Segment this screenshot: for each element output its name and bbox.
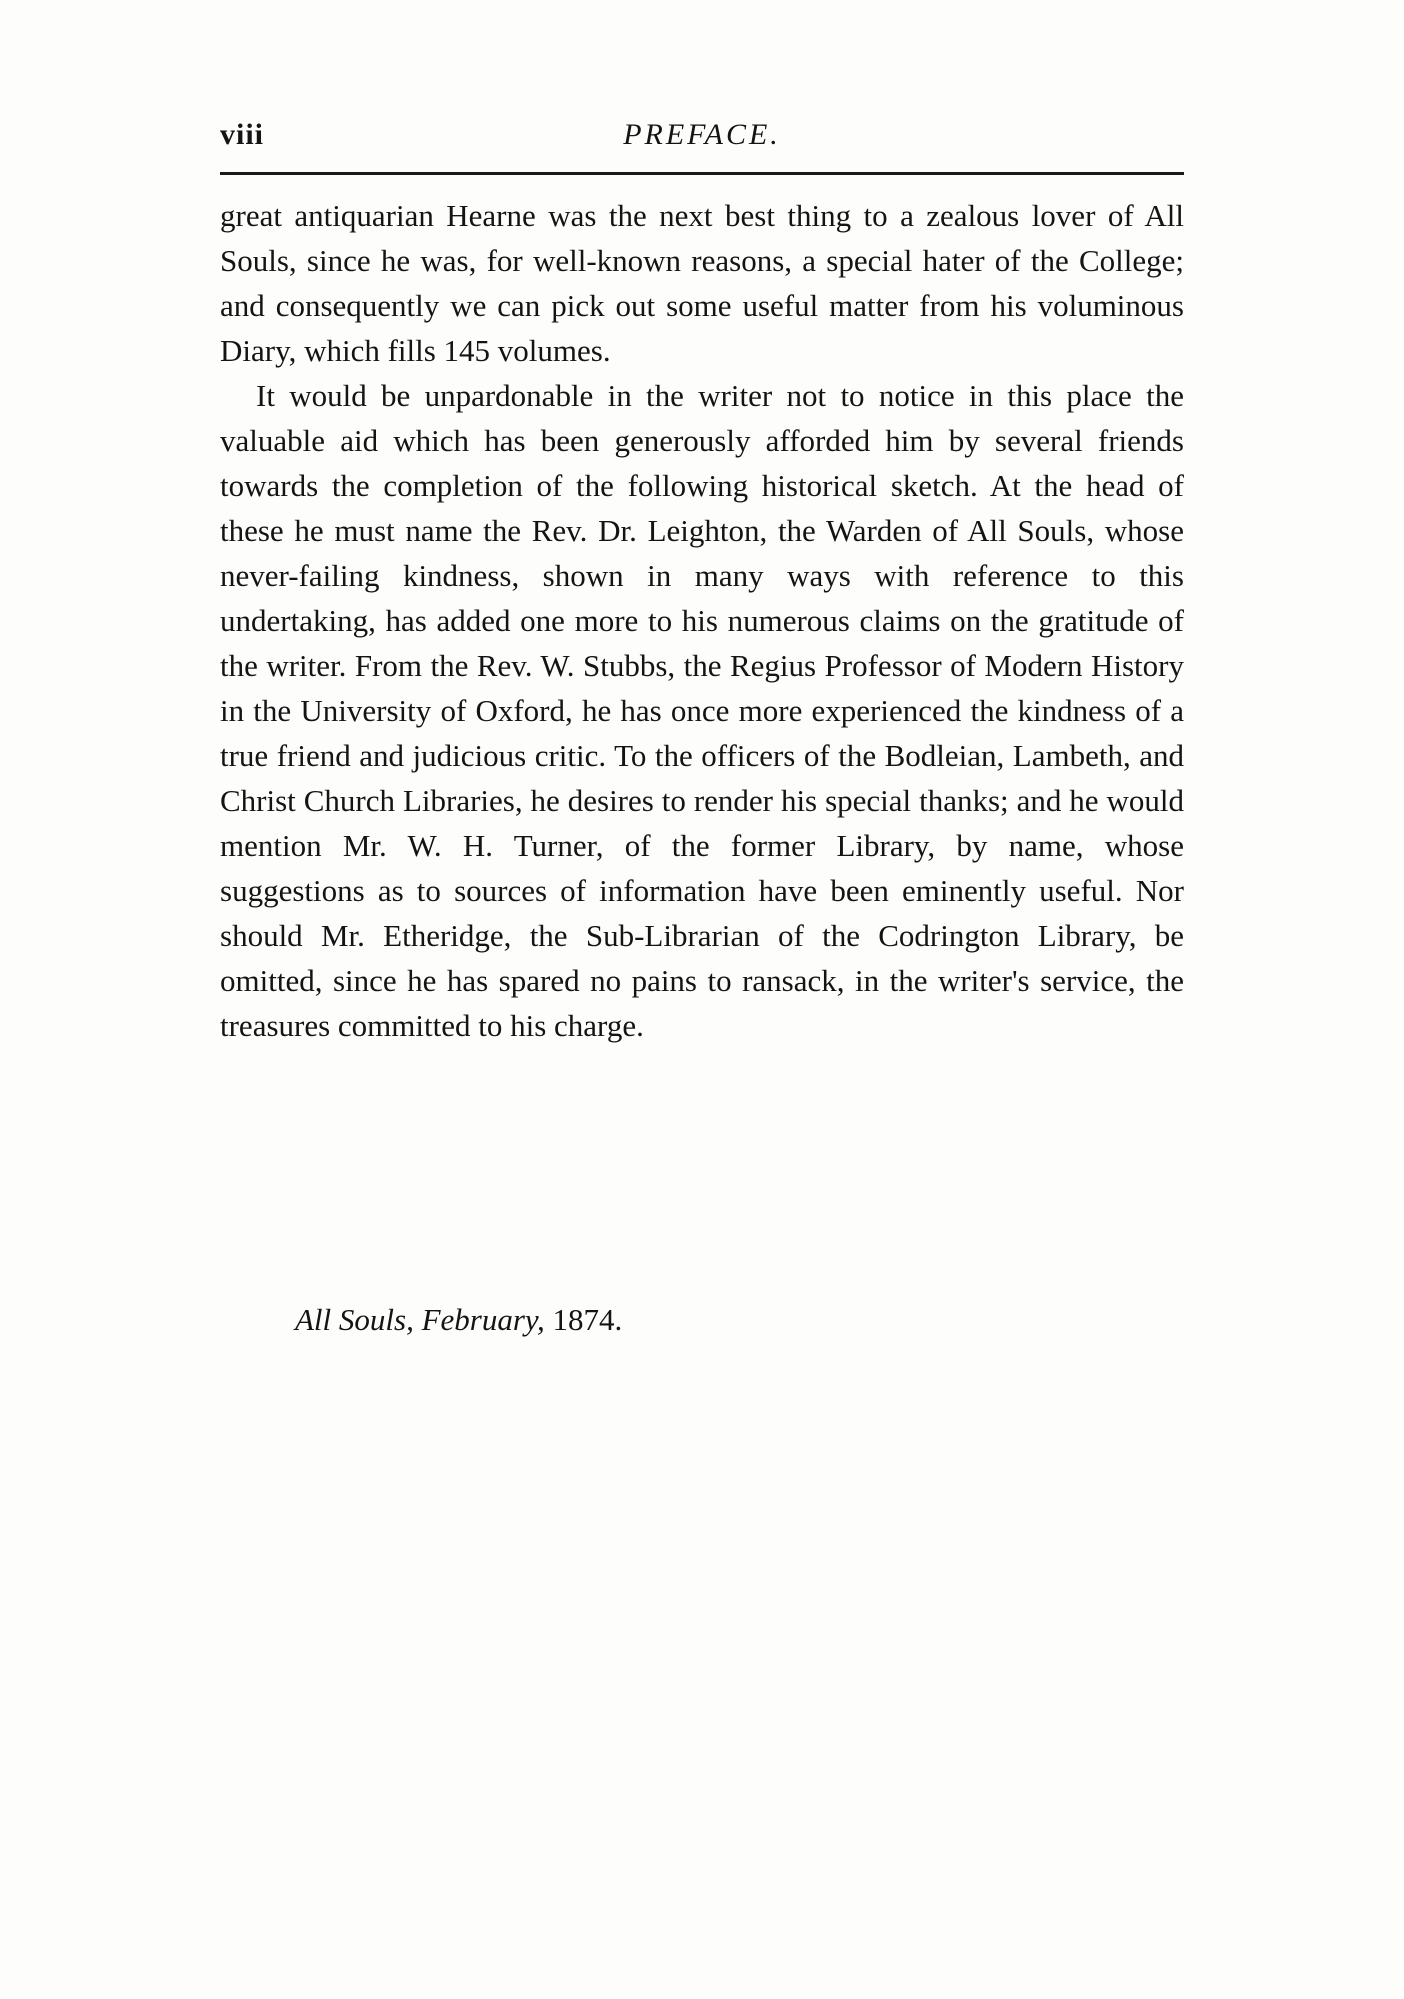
running-title: PREFACE. [623,118,781,151]
preface-body [220,193,1184,1048]
running-head [220,118,1184,162]
signature-place-date: All Souls, February, [295,1302,545,1337]
header-rule [220,172,1184,175]
paragraph-acknowledgements: It would be unpardonable in the writer not to notice in this place the valuable aid which has been generously afforded him by several friends towards the completion of the following historical sketch. At the head of these he must name the Rev. Dr. Leighton, the Warden of All Souls, whose never-failing kindness, shown in many ways with reference to this undertaking, has added one more to his numerous claims on the gratitude of the writer. From the Rev. W. Stubbs, the Regius Professor of Modern History in the University of Oxford, he has once more experienced the kindness of a true friend and judicious critic. To the officers of the Bodleian, Lambeth, and Christ Church Libraries, he desires to render his special thanks; and he would mention Mr. W. H. Turner, of the former Library, by name, whose suggestions as to sources of information have been eminently useful. Nor should Mr. Etheridge, the Sub-Librarian of the Codrington Library, be omitted, since he has spared no pains to ransack, in the writer's service, the treasures committed to his charge. [220,378,1184,1043]
paragraph-continued: great antiquarian Hearne was the next best thing to a zealous lover of All Souls, since he was, for well-known reasons, a special hater of the College; and consequently we can pick out some useful matter from his voluminous Diary, which fills 145 volumes. [220,198,1184,368]
signature-line [295,1297,622,1342]
page-number: viii [220,118,265,151]
signature-year: 1874. [552,1302,623,1337]
